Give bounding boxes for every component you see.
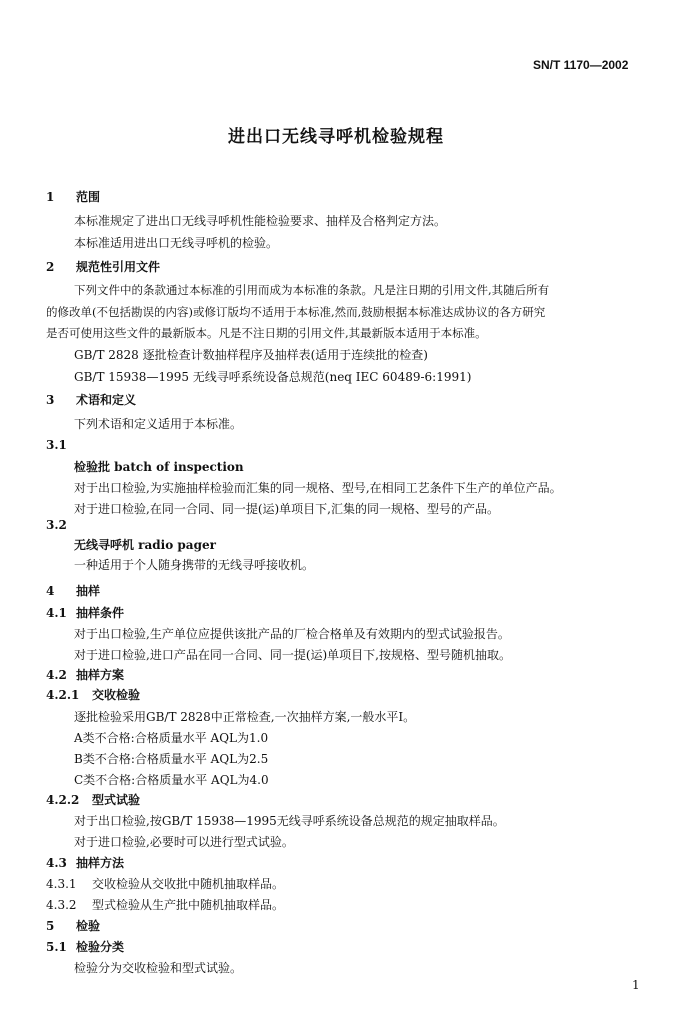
paragraph: 对于出口检验,生产单位应提供该批产品的厂检合格单及有效期内的型式试验报告。: [74, 627, 510, 641]
term-heading: 检验批 batch of inspection: [74, 460, 244, 474]
term-heading: 无线寻呼机 radio pager: [74, 538, 216, 552]
subsection-heading-5-1: 5.1 检验分类: [46, 940, 125, 954]
section-heading-5: 5 检验: [46, 919, 101, 933]
subsection-heading-4-2: 4.2 抽样方案: [46, 668, 125, 682]
term-definition: 一种适用于个人随身携带的无线寻呼接收机。: [74, 558, 315, 572]
section-heading-1: 1 范围: [46, 190, 101, 204]
subsection-heading-4-2-2: 4.2.2 型式试验: [46, 793, 141, 807]
paragraph: 本标准适用进出口无线寻呼机的检验。: [74, 236, 279, 250]
term-definition: 对于出口检验,为实施抽样检验而汇集的同一规格、型号,在相同工艺条件下生产的单位产品。: [74, 481, 562, 495]
reference-item: GB/T 2828 逐批检查计数抽样程序及抽样表(适用于连续批的检查): [74, 348, 428, 362]
subsection-heading-4-2-1: 4.2.1 交收检验: [46, 688, 141, 702]
paragraph: B类不合格:合格质量水平 AQL为2.5: [74, 752, 269, 766]
paragraph: C类不合格:合格质量水平 AQL为4.0: [74, 773, 269, 787]
section-heading-2: 2 规范性引用文件: [46, 260, 161, 274]
paragraph: 对于出口检验,按GB/T 15938—1995无线寻呼系统设备总规范的规定抽取样品。: [74, 814, 505, 828]
subsection-number-3-1: 3.1: [46, 438, 67, 452]
subsection-number-3-2: 3.2: [46, 518, 67, 532]
reference-item: GB/T 15938—1995 无线寻呼系统设备总规范(neq IEC 60489-6:1991): [74, 370, 472, 384]
subsection-heading-4-3: 4.3 抽样方法: [46, 856, 125, 870]
paragraph: 检验分为交收检验和型式试验。: [74, 961, 243, 975]
paragraph: 的修改单(不包括勘误的内容)或修订版均不适用于本标准,然而,鼓励根据本标准达成协议的各方研究: [46, 305, 546, 319]
paragraph: 本标准规定了进出口无线寻呼机性能检验要求、抽样及合格判定方法。: [74, 214, 447, 228]
section-heading-4: 4 抽样: [46, 584, 101, 598]
paragraph: 4.3.1 交收检验从交收批中随机抽取样品。: [46, 877, 285, 891]
paragraph: A类不合格:合格质量水平 AQL为1.0: [74, 731, 269, 745]
paragraph: 是否可使用这些文件的最新版本。凡是不注日期的引用文件,其最新版本适用于本标准。: [46, 326, 487, 340]
subsection-heading-4-1: 4.1 抽样条件: [46, 606, 125, 620]
section-heading-3: 3 术语和定义: [46, 393, 137, 407]
paragraph: 对于进口检验,进口产品在同一合同、同一提(运)单项目下,按规格、型号随机抽取。: [74, 648, 511, 662]
term-definition: 对于进口检验,在同一合同、同一提(运)单项目下,汇集的同一规格、型号的产品。: [74, 502, 499, 516]
paragraph: 4.3.2 型式检验从生产批中随机抽取样品。: [46, 898, 285, 912]
paragraph: 对于进口检验,必要时可以进行型式试验。: [74, 835, 294, 849]
paragraph: 下列术语和定义适用于本标准。: [74, 417, 243, 431]
page-number: 1: [632, 978, 640, 992]
document-title: 进出口无线寻呼机检验规程: [228, 127, 444, 147]
paragraph: 下列文件中的条款通过本标准的引用而成为本标准的条款。凡是注日期的引用文件,其随后所有: [74, 283, 550, 297]
standard-number: SN/T 1170—2002: [533, 58, 629, 72]
paragraph: 逐批检验采用GB/T 2828中正常检查,一次抽样方案,一般水平Ⅰ。: [74, 710, 416, 724]
